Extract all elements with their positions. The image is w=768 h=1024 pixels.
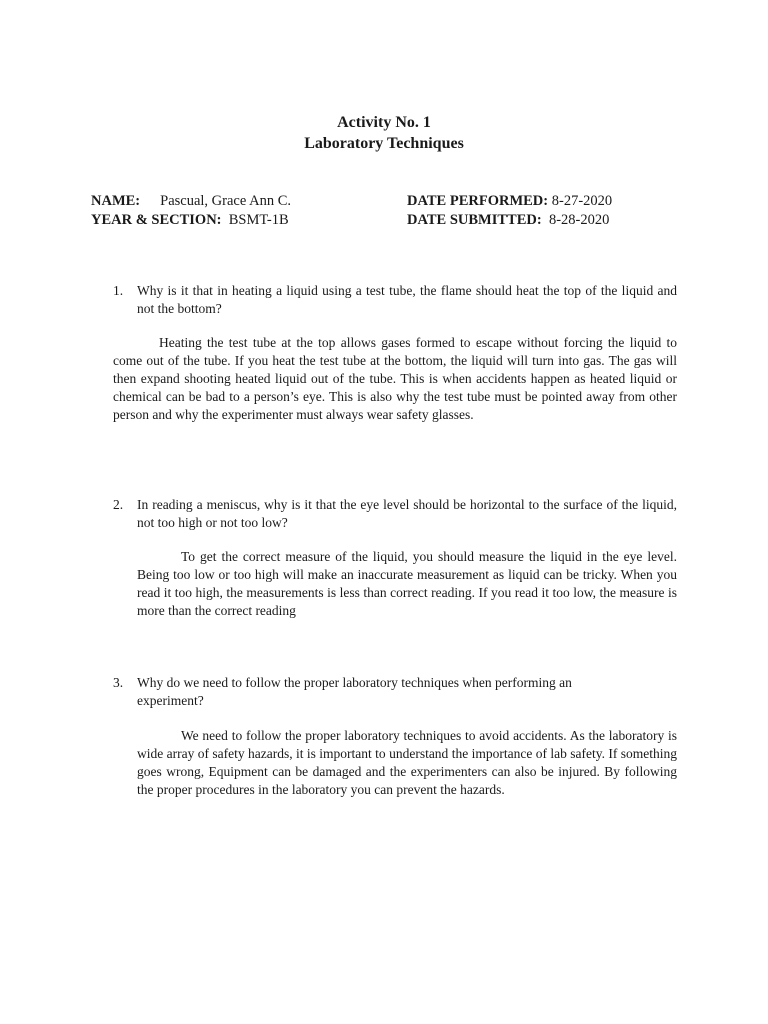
question-1-number: 1. (113, 283, 124, 298)
answer-1: Heating the test tube at the top allows gases formed to escape without forcing the liquid to come out of the tube. If you heat the test tube at the bottom, the liquid will turn into gas. The gas will then expand shooting heated liquid out of the tube. This is when accidents happen as heated liquid or chemical can be bad to a person’s eye. This is also why the test tube must be pointed away from other person and why the experimenter must always wear safety glasses. (113, 335, 677, 422)
activity-title: Activity No. 1 (337, 114, 431, 131)
name-value: Pascual, Grace Ann C. (160, 193, 292, 209)
answer-2: To get the correct measure of the liquid, you should measure the liquid in the eye level. Being too low or too high will make an inaccurate measurement as liquid can be tricky. When you read it too high, the measurements is less than correct reading. If you read it too low, the measure is more than the correct reading (137, 549, 677, 618)
year-section-label: YEAR & SECTION: (91, 212, 222, 228)
date-performed-value: 8-27-2020 (551, 193, 613, 209)
title-block (0, 112, 768, 154)
name-field (91, 192, 291, 210)
question-1-text: Why is it that in heating a liquid using a test tube, the flame should heat the top of the liquid and not the bottom? (137, 283, 677, 316)
year-section-value: BSMT-1B (228, 212, 289, 228)
question-2-number: 2. (113, 497, 124, 512)
question-3-number: 3. (113, 675, 124, 690)
date-performed-label: DATE PERFORMED: (407, 193, 549, 209)
date-submitted-value: 8-28-2020 (548, 212, 610, 228)
answer-3: We need to follow the proper laboratory techniques to avoid accidents. As the laboratory is wide array of safety hazards, it is important to understand the importance of lab safety. If something goes wrong, Equipment can be damaged and the experimenters can also be injured. By following the proper procedures in the laboratory you can prevent the hazards. (137, 728, 677, 797)
question-3-text: Why do we need to follow the proper laboratory techniques when performing an experiment? (137, 675, 572, 708)
name-label: NAME: (91, 193, 141, 209)
question-2-text: In reading a meniscus, why is it that the eye level should be horizontal to the surface of the liquid, not too high or not too low? (137, 497, 677, 530)
date-submitted-field (407, 211, 609, 229)
activity-subject: Laboratory Techniques (304, 135, 464, 152)
date-submitted-label: DATE SUBMITTED: (407, 212, 542, 228)
year-section-field (91, 211, 289, 229)
date-performed-field (407, 192, 612, 210)
